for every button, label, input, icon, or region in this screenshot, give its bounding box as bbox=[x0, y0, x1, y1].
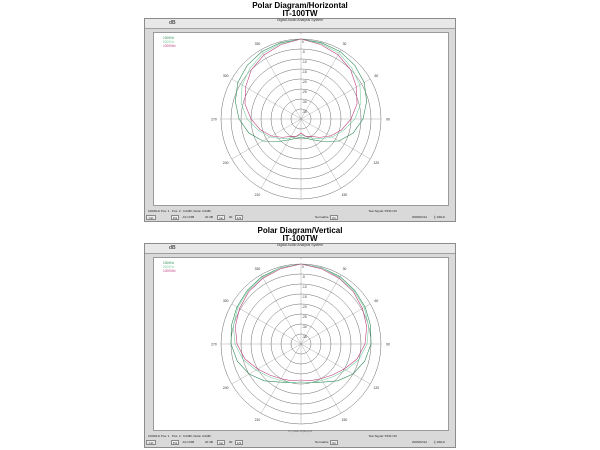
status-left: 10000Hz Pos: 1 · Pos: 2 : 0.0dBr, Delta: 0.0dBr bbox=[148, 434, 211, 438]
legend-item: 10000Hz bbox=[163, 269, 176, 273]
polar-chart-horizontal bbox=[154, 33, 448, 205]
legend-item: 1000Hz bbox=[163, 261, 174, 265]
inc-button[interactable]: Inc bbox=[218, 441, 223, 445]
radial-tick-label: -15 bbox=[302, 70, 307, 74]
freq-value: ∥ 100Hz bbox=[434, 440, 446, 444]
angle-tick-label: 270 bbox=[211, 117, 217, 122]
radial-tick-label: -30 bbox=[302, 100, 307, 104]
panel-1-legend bbox=[163, 36, 176, 48]
angle-tick-label: 60 bbox=[374, 299, 379, 303]
grid-spoke bbox=[232, 344, 301, 384]
angle-tick-label: 330 bbox=[254, 267, 261, 272]
angle-tick-label: 240 bbox=[222, 386, 229, 390]
radial-tick-label: -20 bbox=[302, 80, 307, 84]
angle-tick-label bbox=[298, 205, 304, 206]
date-value: 2006/02/12 bbox=[412, 440, 428, 444]
status-right: Test Signal: PINK.NO bbox=[368, 209, 397, 213]
radial-tick-label: 0 bbox=[302, 265, 304, 269]
polar-chart-vertical bbox=[154, 258, 448, 430]
panel-1-plot bbox=[153, 32, 449, 206]
angle-tick-label: 210 bbox=[254, 192, 261, 197]
level-value: -10.17dB bbox=[182, 215, 195, 219]
grid-spoke bbox=[301, 50, 341, 119]
panel-2-app-title: Digital Audio Analysis System bbox=[277, 243, 323, 247]
angle-tick-label: 60 bbox=[374, 74, 379, 78]
normalize-label: Normalize bbox=[315, 215, 329, 219]
angle-tick-label: 330 bbox=[254, 42, 261, 47]
panel-1-title: Polar Diagram/Horizontal bbox=[252, 1, 348, 10]
range-value: 20 dB bbox=[205, 440, 213, 444]
normalize-label: Normalize bbox=[315, 440, 329, 444]
radial-tick-label: 0 bbox=[302, 40, 304, 44]
grid-spoke bbox=[301, 304, 370, 344]
angle-tick-label: 120 bbox=[373, 386, 380, 390]
ctrl-button[interactable]: Ctrl bbox=[146, 215, 156, 220]
panel-2-title: Polar Diagram/Vertical bbox=[257, 226, 343, 235]
angle-value: 90 bbox=[229, 215, 233, 219]
panel-1-window bbox=[144, 18, 456, 222]
octave-button[interactable]: 1/3 bbox=[236, 216, 242, 220]
radial-tick-label: -25 bbox=[302, 90, 307, 94]
legend-item: 1000Hz bbox=[163, 36, 174, 40]
angle-tick-label: 120 bbox=[373, 161, 380, 165]
poi-button[interactable]: Poi bbox=[172, 216, 178, 220]
angle-tick-label: 210 bbox=[254, 417, 261, 422]
octave-button[interactable]: 1/3 bbox=[236, 441, 242, 445]
grid-spoke bbox=[261, 119, 301, 188]
status-right: Test Signal: PINK.NO bbox=[368, 434, 397, 438]
status-left: 10000Hz Pos: 1 · Pos: 2 : 0.0dBr, Delta: 0.0dBr bbox=[148, 209, 211, 213]
grid-spoke bbox=[301, 344, 370, 384]
app-logo-icon: dB bbox=[169, 20, 176, 26]
angle-tick-label: 240 bbox=[222, 161, 229, 165]
radial-tick-label: -25 bbox=[302, 315, 307, 319]
grid-spoke bbox=[301, 119, 341, 188]
panel-2-model: IT-100TW bbox=[282, 234, 318, 243]
angle-tick-label: 90 bbox=[386, 117, 390, 122]
grid-spoke bbox=[301, 119, 370, 159]
radial-tick-label: -5 bbox=[302, 50, 305, 54]
grid-spoke bbox=[301, 275, 341, 344]
panel-2-legend bbox=[163, 261, 176, 273]
angle-tick-label: 30 bbox=[342, 42, 347, 47]
panel-2-toolbar bbox=[145, 439, 455, 447]
inc-button[interactable]: Inc bbox=[218, 216, 223, 220]
legend-item: 5000Hz bbox=[163, 40, 174, 44]
angle-tick-label: 30 bbox=[342, 267, 347, 272]
panel-1-toolbar bbox=[145, 214, 455, 222]
poi-button[interactable]: Poi bbox=[172, 441, 178, 445]
radial-tick-label: -10 bbox=[302, 285, 307, 289]
app-logo-icon: dB bbox=[169, 245, 176, 251]
date-value: 2006/02/12 bbox=[412, 215, 428, 219]
grid-spoke bbox=[261, 50, 301, 119]
normalize-toggle[interactable]: On bbox=[331, 441, 336, 445]
freq-value: ∥ 100Hz bbox=[434, 215, 446, 219]
angle-tick-label: 150 bbox=[341, 192, 348, 197]
normalize-toggle[interactable]: On bbox=[331, 216, 336, 220]
panel-2-bottom-note: ht. polar-cliplot pd bbox=[288, 429, 312, 433]
panel-2-window bbox=[144, 243, 456, 448]
radial-tick-label: -15 bbox=[302, 295, 307, 299]
panel-1-app-title: Digital Audio Analysis System bbox=[277, 18, 323, 22]
angle-tick-label bbox=[300, 33, 302, 35]
angle-value: 90 bbox=[229, 440, 233, 444]
legend-item: 5000Hz bbox=[163, 265, 174, 269]
range-value: 20 dB bbox=[205, 215, 213, 219]
radial-tick-label: -20 bbox=[302, 305, 307, 309]
angle-tick-label: 90 bbox=[386, 342, 390, 347]
radial-tick-label: -10 bbox=[302, 60, 307, 64]
radial-tick-label: -35 bbox=[302, 335, 307, 339]
grid-spoke bbox=[261, 275, 301, 344]
grid-spoke bbox=[232, 119, 301, 159]
radial-tick-label: -5 bbox=[302, 275, 305, 279]
angle-tick-label: 300 bbox=[222, 299, 229, 303]
panel-1-model: IT-100TW bbox=[282, 9, 318, 18]
ctrl-button[interactable]: Ctrl bbox=[146, 440, 156, 445]
panel-2-plot bbox=[153, 257, 449, 431]
angle-tick-label: 270 bbox=[211, 342, 217, 347]
angle-tick-label: 150 bbox=[341, 417, 348, 422]
radial-tick-label: -30 bbox=[302, 325, 307, 329]
level-value: -10.17dB bbox=[182, 440, 195, 444]
legend-item: 10000Hz bbox=[163, 44, 176, 48]
angle-tick-label: 300 bbox=[222, 74, 229, 78]
radial-tick-label: -35 bbox=[302, 110, 307, 114]
grid-spoke bbox=[232, 304, 301, 344]
angle-tick-label bbox=[300, 258, 302, 260]
